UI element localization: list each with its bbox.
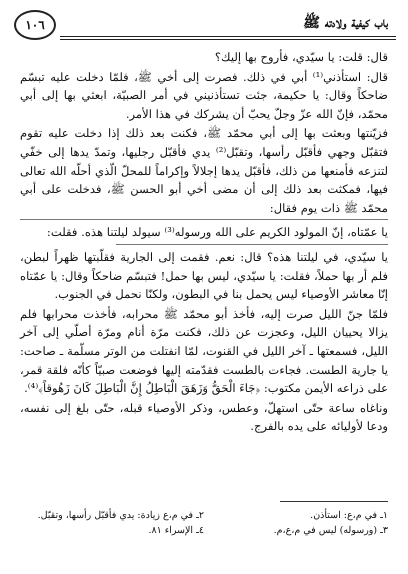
footnote-rule [280, 501, 388, 502]
paragraph: يا عمّتاه، إنّ المولود الكريم على الله ورسوله⁽³⁾ سيولد ليلتنا هذه. فقلت: [46, 225, 388, 240]
page-header [12, 7, 396, 41]
page-number: ١٠٦ [25, 18, 45, 32]
paragraph: فزيّنتها وبعثت بها إلى أبي محمّد ﷺ، فكنت بعد ذلك إذا دخلت عليه تقوم فتقبّل وجهي فأقبّل رأسها، وتقبّل⁽²⁾ يدي فأقبّل رجليها، وتمدّ يدها إلى خفّي لتنزعه فأمنعها من ذلك، فأقبّل يدها إجلالاً وإكراماً للمحلّ الّذي أحلّه الله تعالى فيها، فمكثت بعد ذلك إلى أن مضى أخي أبو الحسن ﷺ، فدخلت على أبي محمّد ﷺ ذات يوم فقال: [20, 126, 388, 215]
header-rule [60, 36, 396, 37]
footnote: ٢ـ في م،ع زيادة: يدي فأقبّل رأسها، وتقبّل. [37, 510, 204, 521]
paragraph: وناغاه ساعة حتّى استهلّ، وعطس، وذكر الأوصياء قبله، حتّى بلغ إلى نفسه، ودعا لأوليائه على يده بالفرج. [20, 400, 388, 434]
paragraph: قال: استأذني⁽¹⁾ أبي في ذلك. فصرت إلى أخي ﷺ، فلمّا دخلت عليه تبسّم ضاحكاً وقال: يا حكيمة، جئت تستأذنيني في أمر الصبيّة، ابعثي بها إلى أبي محمّد، فإنّ الله عزّ وجلّ يحبّ أن يشركك في هذا الأمر. [20, 69, 388, 121]
footnote: ٣ـ (ورسوله) ليس في م،ع،م. [273, 525, 388, 536]
page-number-badge [14, 10, 56, 40]
paragraph: فلمّا جنّ الليل صرت إليه، فأخذ أبو محمّد ﷺ محرابه، فأخذت محرابها فلم يزالا يحييان الليل، وعجزت عن ذلك، فكنت مرّة أنام ومرّة أصلّي إلى آخر الليل، فسمعتها ـ آخر الليل في القنوت، لمّا انفتلت من الوتر مسلّمة ـ صاحت: يا جارية الطست. فجاءت بالطست فقدّمته إليها فوضعت صبيّاً كأنّه فلقة قمر، على ذراعه الأيمن مكتوب: ﴿جَاءَ الْحَقُّ وَزَهَقَ الْبَاطِلُ إِنَّ الْبَاطِلَ كَانَ زَهُوقاً﴾⁽⁴⁾. [20, 306, 388, 396]
footnote-row [20, 523, 388, 538]
footnote: ١ـ في م،ع: استأذن. [310, 510, 388, 521]
section-separator [116, 244, 388, 245]
paragraph: يا سيّدي، في ليلتنا هذه؟ قال: نعم. فقمت إلى الجارية فقلّبتها ظهراً لبطن، فلم أر بها حملاً، فقلت: يا سيّدي، ليس بها حمل! فتبسّم ضاحكاً وقال: يا عمّتاه إنّا معاشر الأوصياء ليس يحمل بنا في البطون، ولكنّا نحمل في الجنوب. [20, 249, 388, 302]
chapter-title: باب كيفية ولادته ﷺ [303, 15, 388, 31]
main-text [20, 48, 388, 437]
footnotes [20, 508, 388, 538]
section-separator [20, 219, 388, 220]
footnote: ٤ـ الإسراء ٨١. [148, 525, 204, 536]
header-rule-double [60, 39, 396, 40]
paragraph: قال: قلت: يا سيّدي، فأروح بها إليك؟ [214, 50, 388, 64]
footnote-row [20, 508, 388, 523]
